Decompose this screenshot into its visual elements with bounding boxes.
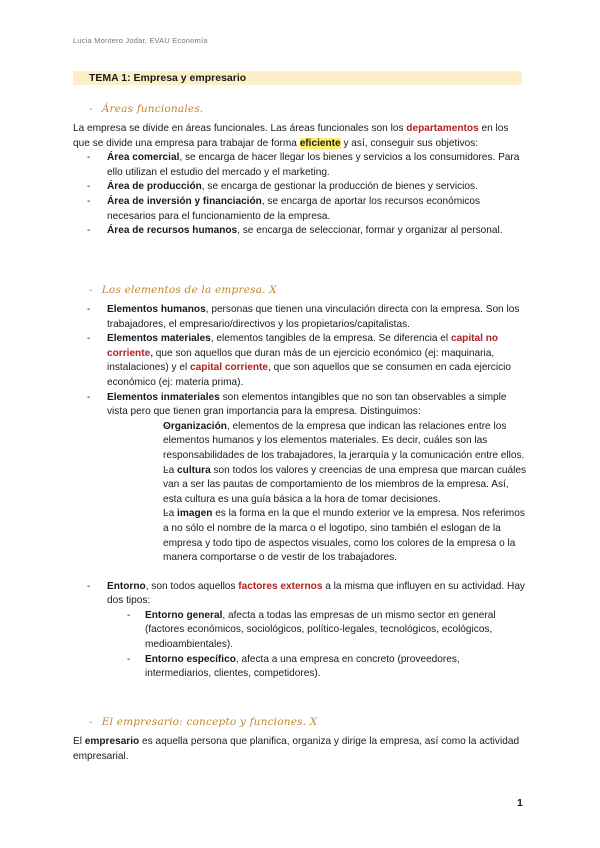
- keyword-capital-no-corriente: capital no corriente,: [107, 333, 499, 359]
- empresario-paragraph: El empresario es aquella persona que planifica, organiza y dirige la empresa, así como la actividad empresarial.: [73, 736, 520, 762]
- list-item: - Elementos materiales, elementos tangibles de la empresa. Se diferencia el capital no corriente, que son aquellos que duran más de un ejercicio económico (ej: maquinaria, instalaciones) y el capital corriente, que son aquellos que se consumen en cada ejercicio económico (ej: materia prima).: [73, 332, 528, 390]
- entorno-list: [73, 580, 528, 609]
- inmateriales-sublist: [145, 420, 528, 566]
- keyword-eficiente: eficiente: [299, 137, 341, 149]
- heading-dash: -: [89, 284, 93, 296]
- page-number: 1: [517, 797, 523, 809]
- inmateriales-paragraph: - Elementos inmateriales son elementos intangibles que no son tan observables a simple vista pero que tienen gran importancia para la empresa. Distinguimos:: [87, 391, 507, 418]
- list-item: - Área de recursos humanos, se encarga de seleccionar, formar y organizar al personal.: [73, 224, 528, 239]
- list-item: - Organización, elementos de la empresa que indican las relaciones entre los elementos humanos y los elementos materiales. Es decir, cuáles son las responsabilidades de los trabajadores, la jerarquía y la comunicación entre ellos.: [145, 420, 528, 464]
- section-heading-empresario: [89, 716, 317, 728]
- list-item: - Elementos humanos, personas que tienen una vinculación directa con la empresa. Son los trabajadores, el empresario/directivos y los propietarios/capitalistas.: [73, 303, 528, 332]
- list-item: - La cultura son todos los valores y creencias de una empresa que marcan cuáles van a ser las pautas de comportamiento de los miembros de la empresa. Así, esta cultura es una guía básica a la hora de tomar decisiones.: [145, 464, 528, 508]
- entorno-sublist: [107, 609, 528, 682]
- section-heading-text: El empresario: concepto y funciones. X: [101, 716, 318, 728]
- list-item: - La imagen es la forma en la que el mundo exterior ve la empresa. Nos referimos a no sólo el nombre de la marca o el logotipo, sino también el eslogan de la empresa y todo tipo de aspectos visuales, como los colores de la empresa o la manera comportarse o de vestir de los trabajadores.: [145, 507, 528, 565]
- section-heading-elementos: [89, 284, 277, 296]
- list-item: - Entorno, son todos aquellos factores externos a la misma que influyen en su actividad. Hay dos tipos:: [73, 580, 528, 609]
- list-item: - Área comercial, se encarga de hacer llegar los bienes y servicios a los consumidores. Para ello utilizan el estudio del mercado y el marketing.: [73, 151, 528, 180]
- keyword-capital-corriente: capital corriente: [190, 362, 269, 374]
- elements-list: [73, 303, 528, 391]
- list-item: - Área de producción, se encarga de gestionar la producción de bienes y servicios.: [73, 180, 528, 195]
- list-item: - Entorno general, afecta a todas las empresas de un mismo sector en general (factores económicos, sociológicos, político-legales, tecnológicos, ecológicos, medioambientales).: [107, 609, 528, 653]
- heading-dash: -: [89, 716, 93, 728]
- keyword-factores-externos: factores externos: [238, 580, 323, 592]
- keyword-departamentos: departamentos: [406, 123, 479, 134]
- section-body-elementos: [73, 303, 528, 682]
- list-item: - Entorno específico, afecta a una empresa en concreto (proveedores, intermediarios, clientes, competidores).: [107, 653, 528, 682]
- section-body-empresario: [73, 735, 528, 764]
- section-heading-areas: [89, 103, 203, 115]
- section-body-areas: [73, 122, 528, 239]
- section-heading-text: Los elementos de la empresa. X: [101, 284, 277, 296]
- page-title: TEMA 1: Empresa y empresario: [89, 72, 247, 84]
- areas-list: [73, 151, 528, 239]
- list-item: - Área de inversión y financiación, se encarga de aportar los recursos económicos necesarios para el funcionamiento de la empresa.: [73, 195, 528, 224]
- intro-paragraph: La empresa se divide en áreas funcionales. Las áreas funcionales son los departamentos en los que se divide una empresa para trabajar de forma eficiente y así, conseguir sus objetivos:: [73, 123, 509, 149]
- section-heading-text: Áreas funcionales.: [101, 103, 204, 115]
- document-header: Lucia Montero Jodar, EVAU Economía: [73, 36, 208, 45]
- heading-dash: -: [89, 103, 93, 115]
